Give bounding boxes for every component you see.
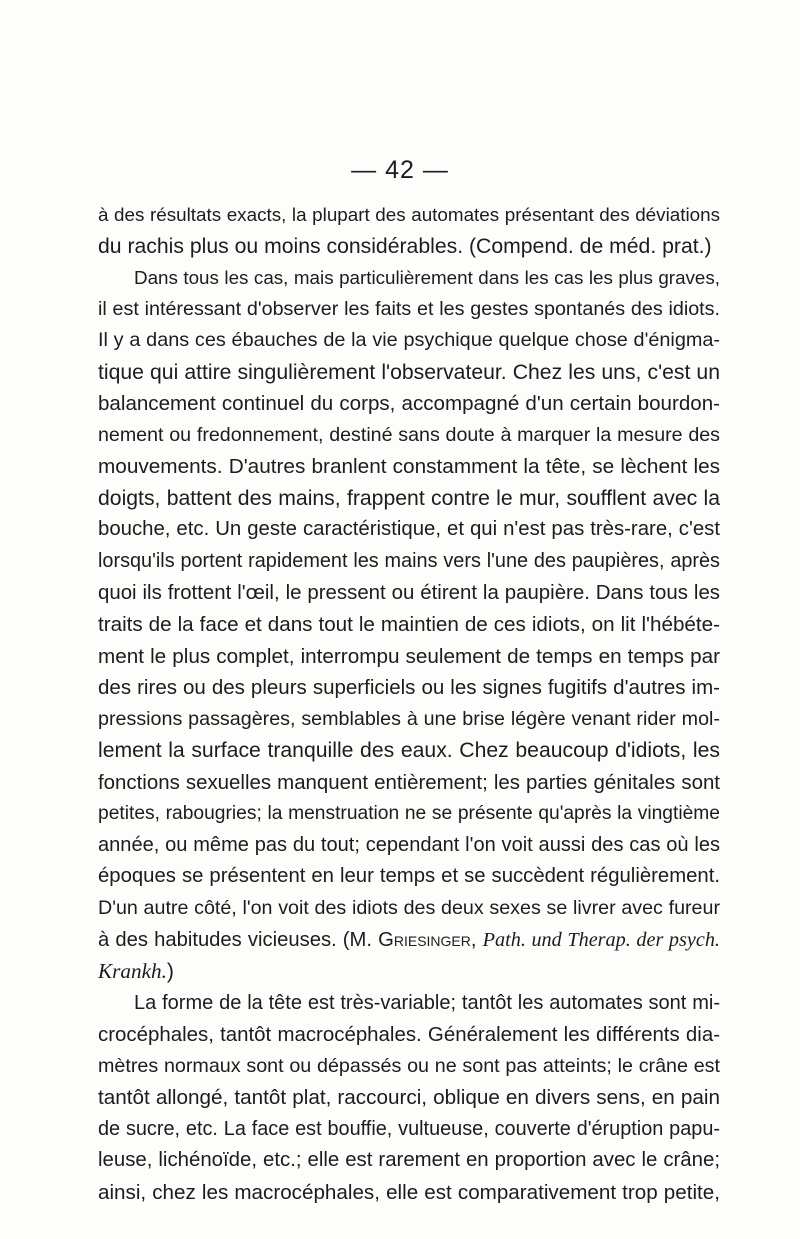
text-line: balancement continuel du corps, accompagné d'un certain bourdon- [98,392,720,416]
text-line: du rachis plus ou moins considérables. (Compend. de méd. prat.) [98,234,712,258]
text-line: mouvements. D'autres branlent constamment la tête, se lèchent les [98,455,720,479]
text-line: crocéphales, tantôt macrocéphales. Généralement les différents dia- [98,1023,720,1047]
citation-title: Path. und Therap. der psych. [482,928,720,951]
citation-prefix: à des habitudes vicieuses. (M. [98,928,379,951]
text-line: Il y a dans ces ébauches de la vie psychique quelque chose d'énigma- [98,329,720,352]
text-line: année, ou même pas du tout; cependant l'on voit aussi des cas où les [98,833,720,856]
text-line: pressions passagères, semblables à une brise légère venant rider mol- [98,707,720,730]
text-line: doigts, battent des mains, frappent contre le mur, soufflent avec la [98,486,720,510]
text-line: traits de la face et dans tout le maintien de ces idiots, on lit l'hébéte- [98,613,720,637]
text-line: La forme de la tête est très-variable; tantôt les automates sont mi- [134,991,720,1014]
text-line: ainsi, chez les macrocéphales, elle est comparativement trop petite, [98,1180,720,1204]
text-line: ment le plus complet, interrompu seulement de temps en temps par [98,644,720,668]
text-line: quoi ils frottent l'œil, le pressent ou étirent la paupière. Dans tous les [98,581,720,604]
text-line: nement ou fredonnement, destiné sans doute à marquer la mesure des [98,423,720,446]
text-line: lement la surface tranquille des eaux. Chez beaucoup d'idiots, les [98,739,720,763]
text-line: tique qui attire singulièrement l'observateur. Chez les uns, c'est un [98,360,720,384]
page-number: — 42 — [351,156,449,184]
citation-line-end [98,956,720,988]
text-line: bouche, etc. Un geste caractéristique, et qui n'est pas très-rare, c'est [98,518,720,541]
text-line: mètres normaux sont ou dépassés ou ne sont pas atteints; le crâne est [98,1054,720,1077]
citation-separator: , [470,928,483,951]
text-line: époques se présentent en leur temps et se succèdent régulièrement. [98,865,720,888]
text-line: à des résultats exacts, la plupart des automates présentant des déviations [98,204,720,225]
text-line: leuse, lichénoïde, etc.; elle est rarement en proportion avec le crâne; [98,1149,720,1172]
body-text [98,199,720,1209]
text-line: fonctions sexuelles manquent entièrement; les parties génitales sont [98,770,720,794]
text-line: petites, rabougries; la menstruation ne se présente qu'après la vingtième [98,803,720,825]
citation-author: Griesinger [378,928,471,951]
text-line: lorsqu'ils portent rapidement les mains vers l'une des paupières, après [98,550,720,573]
text-line: D'un autre côté, l'on voit des idiots des deux sexes se livrer avec fureur [98,897,720,920]
text-line: tantôt allongé, tantôt plat, raccourci, oblique en divers sens, en pain [98,1086,720,1110]
citation-line [98,925,720,957]
citation-suffix: ) [166,960,174,984]
text-line: des rires ou des pleurs superficiels ou les signes fugitifs d'autres im- [98,676,720,700]
citation-title-end: Krankh. [98,959,167,984]
text-line: il est intéressant d'observer les faits et les gestes spontanés des idiots. [98,297,720,320]
text-line: Dans tous les cas, mais particulièrement dans les cas les plus graves, [134,267,720,289]
text-line: de sucre, etc. La face est bouffie, vultueuse, couverte d'éruption papu- [98,1117,720,1140]
